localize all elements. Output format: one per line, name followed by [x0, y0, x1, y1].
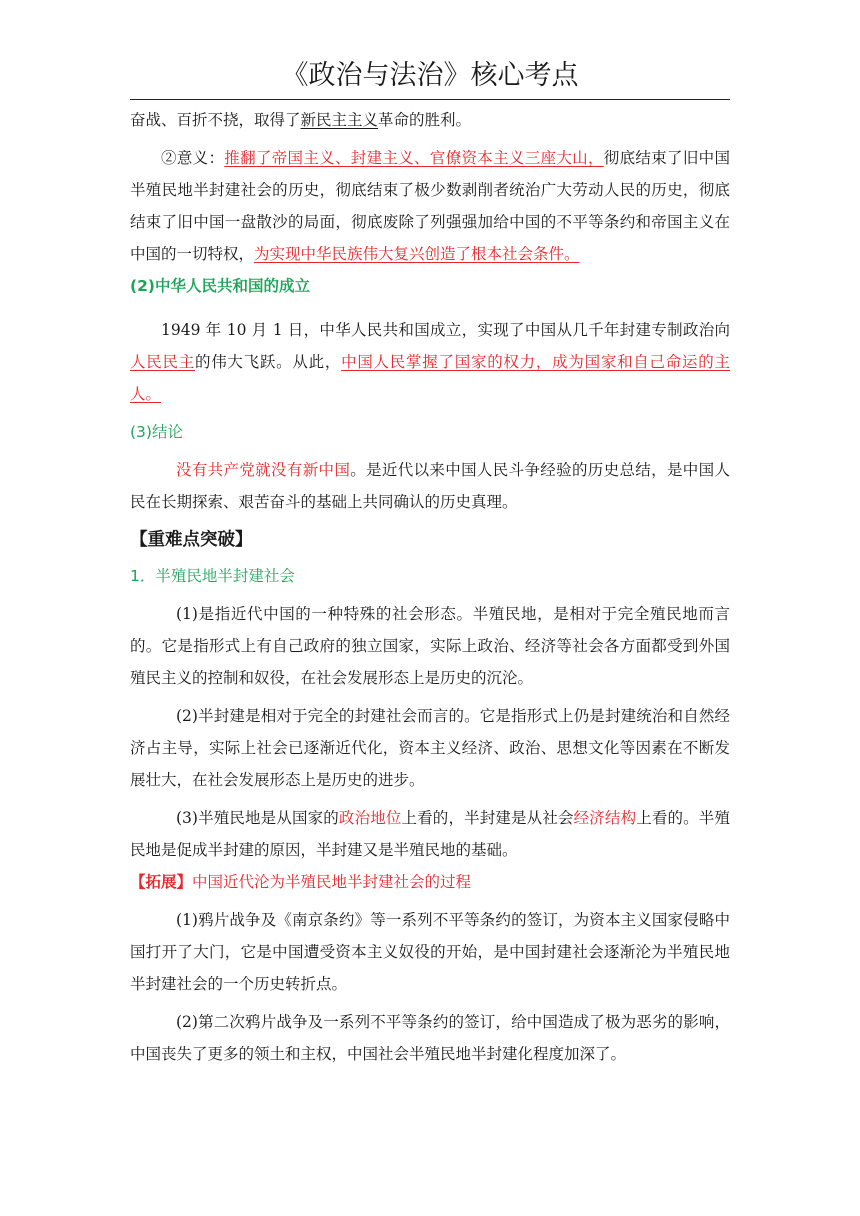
- extension-heading: [130, 866, 730, 898]
- paragraph-conclusion: [130, 454, 730, 518]
- highlight-red: 政治地位: [338, 809, 402, 827]
- text-span: 奋战、百折不挠，取得了: [130, 111, 301, 129]
- heading-prc-founding: (2)中华人民共和国的成立: [130, 277, 310, 295]
- page-header-title: 《政治与法治》核心考点: [281, 60, 579, 91]
- paragraph-significance: [130, 142, 730, 270]
- paragraph-ext-1: (1)鸦片战争及《南京条约》等一系列不平等条约的签订，为资本主义国家侵略中国打开了大门，它是中国遭受资本主义奴役的开始，是中国封建社会逐渐沦为半殖民地半封建社会的一个历史转折点。: [130, 911, 730, 993]
- text-span: 1949 年 10 月 1 日，中华人民共和国成立，实现了中国从几千年封建专制政治向: [161, 321, 730, 339]
- heading-conclusion: (3)结论: [130, 423, 183, 441]
- highlight-red: 为实现中华民族伟大复兴创造了根本社会条件。: [254, 245, 580, 263]
- paragraph-point-1: (1)是指近代中国的一种特殊的社会形态。半殖民地，是相对于完全殖民地而言的。它是指形式上有自己政府的独立国家，实际上政治、经济等社会各方面都受到外国殖民主义的控制和奴役，在社会发展形态上是历史的沉沦。: [130, 605, 730, 687]
- extension-label: 【拓展】: [130, 873, 193, 891]
- text-span: ②意义：: [161, 149, 225, 167]
- highlight-red: 推翻了帝国主义、封建主义、官僚资本主义三座大山，: [224, 149, 604, 167]
- paragraph-ext-2: (2)第二次鸦片战争及一系列不平等条约的签订，给中国造成了极为恶劣的影响，中国丧失了更多的领土和主权，中国社会半殖民地半封建化程度加深了。: [130, 1013, 730, 1063]
- highlight-red: 人民民主: [130, 353, 195, 371]
- text-span: 彻底结束了旧中国半殖民地半封建社会的历史，彻底结束了极少数剥削者统治广大劳动人民的历史，彻底结束了旧中国一盘散沙的局面，彻底废除了列强强加给中国的不平等条约和帝国主义在中国的一切特权，: [130, 149, 730, 263]
- text-span: 上看的。半殖民地是促成半封建的原因，半封建又是半殖民地的基础。: [130, 809, 730, 859]
- paragraph-prc-founding: [130, 314, 730, 410]
- extension-title: 中国近代沦为半殖民地半封建社会的过程: [192, 873, 472, 891]
- section-title: 【重难点突破】: [130, 530, 253, 550]
- text-span: 上看的，半封建是从社会: [401, 809, 574, 827]
- document-body: [130, 104, 730, 1070]
- highlight-red: 没有共产党就没有新中国: [176, 461, 351, 479]
- underlined-term: 新民主主义: [300, 111, 379, 129]
- paragraph-point-3: [130, 802, 730, 866]
- text-span: 革命的胜利。: [378, 111, 472, 129]
- paragraph-victory: [130, 104, 730, 136]
- paragraph-point-2: (2)半封建是相对于完全的封建社会而言的。它是指形式上仍是封建统治和自然经济占主导，实际上社会已逐渐近代化，资本主义经济、政治、思想文化等因素在不断发展壮大，在社会发展形态上是历史的进步。: [130, 707, 730, 789]
- highlight-red: 中国人民掌握了国家的权力，成为国家和自己命运的主人。: [130, 353, 730, 403]
- text-span: 的伟大飞跃。从此，: [194, 353, 342, 371]
- text-span: (3)半殖民地是从国家的: [176, 809, 339, 827]
- text-span: 。是近代以来中国人民斗争经验的历史总结，是中国人民在长期探索、艰苦奋斗的基础上共同确认的历史真理。: [130, 461, 730, 511]
- header-rule: [130, 99, 730, 100]
- heading-semicolonial: 1．半殖民地半封建社会: [130, 567, 295, 585]
- highlight-red: 经济结构: [573, 809, 637, 827]
